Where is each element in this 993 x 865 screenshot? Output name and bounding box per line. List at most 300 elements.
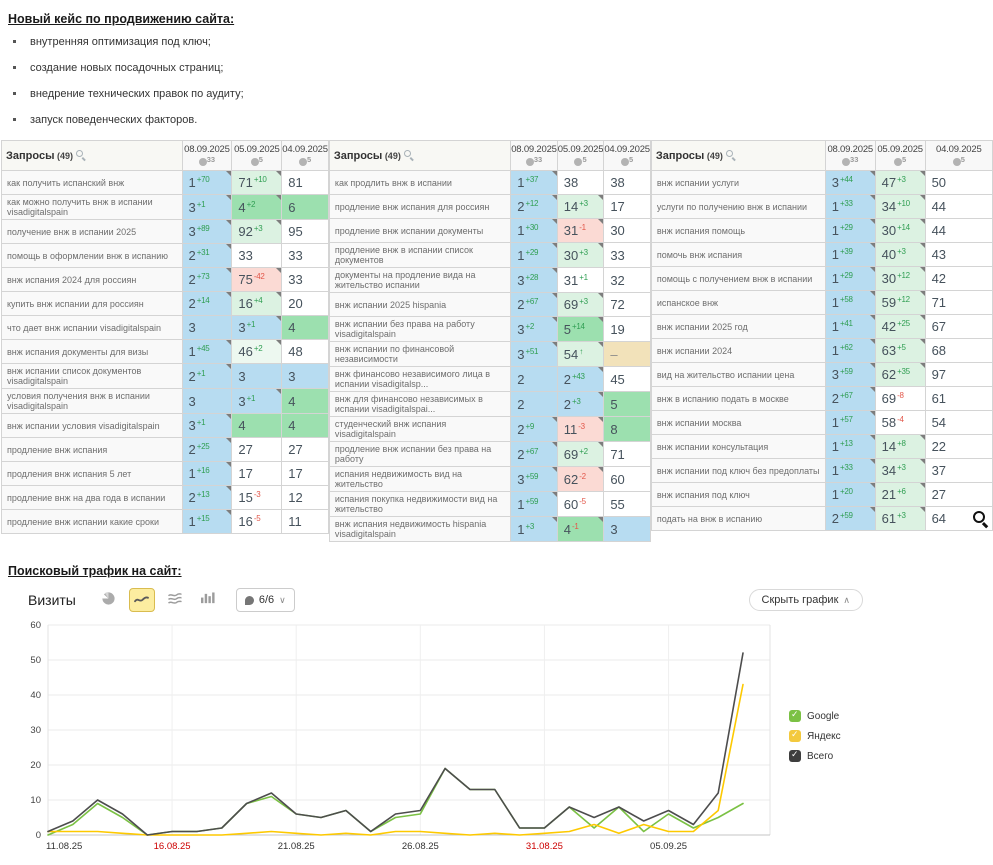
position-cell: 42	[925, 267, 992, 291]
position-cell: $2^{+1}$	[182, 364, 232, 389]
legend-label: Яндекс	[807, 730, 841, 742]
query-label: внж в испанию подать в москве	[651, 387, 825, 411]
position-cell: 2	[511, 367, 558, 392]
query-label: внж испании список документов visadigitalspain	[2, 364, 183, 389]
corner-marker	[552, 171, 557, 176]
query-label: помощь с получением внж в испании	[651, 267, 825, 291]
position-cell: 33	[282, 244, 329, 268]
position-cell: $3^{+59}$	[511, 467, 558, 492]
position-cell: 20	[282, 292, 329, 316]
table-row[interactable]	[651, 243, 992, 267]
corner-marker	[920, 243, 925, 248]
pie-chart-button[interactable]	[96, 588, 122, 612]
query-label: внж испания недвижимость hispania visadigitalspain	[329, 517, 510, 542]
line-chart-button[interactable]	[129, 588, 155, 612]
position-cell: $34^{+10}$	[875, 195, 925, 219]
checkbox-checked-icon[interactable]	[789, 710, 801, 722]
table-row[interactable]	[2, 364, 329, 389]
x-axis-tick: 21.08.25	[277, 841, 315, 852]
position-cell: $2^{+73}$	[182, 268, 232, 292]
position-cell: $60^{-5}$	[557, 492, 604, 517]
series-line-всего	[48, 653, 743, 835]
query-label: купить внж испании для россиян	[2, 292, 183, 316]
position-cell: $15^{-3}$	[232, 486, 282, 510]
checkbox-checked-icon[interactable]	[789, 730, 801, 742]
position-cell: 71	[925, 291, 992, 315]
query-label: продление внж на два года в испании	[2, 486, 183, 510]
position-cell: $58^{-4}$	[875, 411, 925, 435]
position-cell: $3^{+28}$	[511, 268, 558, 293]
position-cell: $1^{+29}$	[511, 243, 558, 268]
table-row[interactable]	[329, 342, 650, 367]
corner-marker	[552, 317, 557, 322]
stacked-areas-button[interactable]	[162, 588, 188, 612]
table-row[interactable]	[329, 442, 650, 467]
position-cell: 4	[282, 414, 329, 438]
x-axis-tick: 26.08.25	[401, 841, 439, 852]
position-cell: 27	[282, 438, 329, 462]
table-row[interactable]	[2, 414, 329, 438]
corner-marker	[552, 195, 557, 200]
position-cell: 38	[604, 171, 651, 195]
position-cell: 17	[282, 462, 329, 486]
position-cell: 45	[604, 367, 651, 392]
table-row[interactable]	[2, 220, 329, 244]
position-cell: $46^{+2}$	[232, 340, 282, 364]
x-axis-tick: 16.08.25	[153, 841, 191, 852]
bar-chart-button[interactable]	[195, 588, 221, 612]
table-row[interactable]	[329, 268, 650, 293]
query-label: внж испании услуги	[651, 171, 825, 195]
table-row[interactable]	[651, 483, 992, 507]
corner-marker	[920, 459, 925, 464]
position-cell: $1^{+37}$	[511, 171, 558, 195]
position-cell: $62^{+35}$	[875, 363, 925, 387]
query-label: помощь в оформлении внж в испанию	[2, 244, 183, 268]
corner-marker	[276, 340, 281, 345]
position-cell: $30^{+3}$	[557, 243, 604, 268]
table-row[interactable]	[651, 411, 992, 435]
position-cell: 44	[925, 219, 992, 243]
corner-marker	[598, 342, 603, 347]
table-row[interactable]	[651, 459, 992, 483]
corner-marker	[276, 316, 281, 321]
position-cell: $1^{+29}$	[825, 219, 875, 243]
corner-marker	[552, 492, 557, 497]
corner-marker	[598, 219, 603, 224]
y-axis-tick: 20	[30, 760, 41, 771]
corner-marker	[226, 292, 231, 297]
position-cell: $31^{+1}$	[557, 268, 604, 293]
search-icon[interactable]	[404, 150, 415, 161]
x-axis-tick: 11.08.25	[46, 841, 83, 852]
position-cell: 81	[282, 171, 329, 195]
position-cell: $2^{+43}$	[557, 367, 604, 392]
position-cell: $71^{+10}$	[232, 171, 282, 195]
y-axis-tick: 60	[30, 620, 41, 631]
position-cell: $30^{+12}$	[875, 267, 925, 291]
corner-marker	[226, 510, 231, 515]
query-label: что дает внж испании visadigitalspain	[2, 316, 183, 340]
corner-marker	[552, 243, 557, 248]
corner-marker	[276, 195, 281, 200]
position-cell: $1^{+33}$	[825, 195, 875, 219]
position-cell: $61^{+3}$	[875, 507, 925, 531]
pie-chart-icon	[101, 591, 116, 609]
position-cell: $1^{+30}$	[511, 219, 558, 243]
query-label: продление внж испания	[2, 438, 183, 462]
position-cell: $2^{+67}$	[511, 293, 558, 317]
corner-marker	[870, 243, 875, 248]
positions-table-group	[651, 140, 993, 531]
query-label: испания покупка недвижимости вид на жительство	[329, 492, 510, 517]
position-cell: 19	[604, 317, 651, 342]
corner-marker	[226, 268, 231, 273]
case-bullet-list	[0, 36, 993, 126]
corner-marker	[226, 340, 231, 345]
position-cell: $3^{+89}$	[182, 220, 232, 244]
queries-header[interactable]: Запросы (49)	[651, 141, 825, 171]
corner-marker	[276, 171, 281, 176]
position-cell: $1^{+13}$	[825, 435, 875, 459]
query-label: документы на продление вида на жительство испании	[329, 268, 510, 293]
query-label: испания недвижимость вид на жительство	[329, 467, 510, 492]
position-cell: $2^{+59}$	[825, 507, 875, 531]
query-label: внж испании под ключ без предоплаты	[651, 459, 825, 483]
corner-marker	[598, 195, 603, 200]
corner-marker	[870, 339, 875, 344]
table-row[interactable]	[329, 195, 650, 219]
table-row[interactable]	[329, 367, 650, 392]
corner-marker	[552, 342, 557, 347]
table-row[interactable]	[329, 467, 650, 492]
line-chart	[0, 620, 993, 865]
position-cell: 54	[925, 411, 992, 435]
corner-marker	[226, 364, 231, 369]
corner-marker	[598, 467, 603, 472]
position-cell: $3^{+2}$	[511, 317, 558, 342]
table-row[interactable]	[329, 492, 650, 517]
query-label: внж финансово независимого лица в испании visadigitalsp...	[329, 367, 510, 392]
table-row[interactable]	[651, 315, 992, 339]
position-cell: $2^{+13}$	[182, 486, 232, 510]
position-cell: 30	[604, 219, 651, 243]
table-row[interactable]	[651, 171, 992, 195]
metric-label: Визиты	[28, 592, 76, 608]
table-row[interactable]	[329, 219, 650, 243]
position-cell: 48	[282, 340, 329, 364]
table-row[interactable]	[651, 291, 992, 315]
checkbox-checked-icon[interactable]	[789, 750, 801, 762]
query-label: продление внж в испании список документов	[329, 243, 510, 268]
position-cell: $2^{+9}$	[511, 417, 558, 442]
position-cell: 5	[604, 392, 651, 417]
date-column-header[interactable]: 08.09.2025 $^{33}$	[511, 141, 558, 171]
position-cell: $59^{+12}$	[875, 291, 925, 315]
hide-chart-button[interactable]	[749, 589, 863, 611]
table-row[interactable]	[2, 340, 329, 364]
position-cell: $3^{+1}$	[182, 414, 232, 438]
table-row[interactable]	[329, 171, 650, 195]
chevron-up-icon: ∧	[843, 594, 850, 605]
search-icon[interactable]	[76, 150, 87, 161]
corner-marker	[598, 417, 603, 422]
position-cell: $4^{+2}$	[232, 195, 282, 220]
table-row[interactable]	[329, 392, 650, 417]
position-cell: $1^{+29}$	[825, 267, 875, 291]
position-cell: $3^{+51}$	[511, 342, 558, 367]
query-label: внж испании консультация	[651, 435, 825, 459]
position-cell: 33	[604, 243, 651, 268]
corner-marker	[598, 243, 603, 248]
position-cell: 38	[557, 171, 604, 195]
corner-marker	[598, 367, 603, 372]
traffic-chart	[0, 620, 993, 865]
legend-label: Google	[807, 710, 840, 722]
corner-marker	[598, 517, 603, 522]
corner-marker	[552, 268, 557, 273]
position-cell: 44	[925, 195, 992, 219]
position-cell: 68	[925, 339, 992, 363]
update-ball-icon	[251, 158, 259, 166]
stacked-areas-icon	[167, 592, 183, 608]
table-row[interactable]	[651, 387, 992, 411]
table-row[interactable]	[651, 435, 992, 459]
position-cell: $2^{+67}$	[825, 387, 875, 411]
table-row[interactable]	[329, 293, 650, 317]
series-line-google	[48, 769, 743, 836]
position-cell: 4	[282, 316, 329, 340]
position-cell: 4	[282, 389, 329, 414]
legend-item-google[interactable]	[789, 710, 841, 722]
position-cell: 97	[925, 363, 992, 387]
chart-canvas	[0, 620, 993, 860]
traffic-title: Поисковый трафик на сайт:	[8, 564, 182, 578]
date-column-header[interactable]: 04.09.2025 $^5$	[925, 141, 992, 171]
table-row[interactable]	[2, 244, 329, 268]
corner-marker	[870, 459, 875, 464]
case-title: Новый кейс по продвижению сайта:	[8, 12, 235, 26]
position-cell: $47^{+3}$	[875, 171, 925, 195]
date-column-header[interactable]: 05.09.2025 $^5$	[557, 141, 604, 171]
bar-chart-icon	[200, 592, 215, 608]
position-cell: 27	[925, 483, 992, 507]
corner-marker	[920, 171, 925, 176]
query-label: внж испании 2025 год	[651, 315, 825, 339]
position-cell: 55	[604, 492, 651, 517]
table-row[interactable]	[2, 462, 329, 486]
y-axis-tick: 10	[30, 795, 41, 806]
corner-marker	[920, 339, 925, 344]
corner-marker	[920, 291, 925, 296]
table-row[interactable]	[651, 219, 992, 243]
legend-item-яндекс[interactable]	[789, 730, 841, 742]
corner-marker	[920, 267, 925, 272]
position-cell: $3^{+1}$	[232, 389, 282, 414]
corner-marker	[870, 363, 875, 368]
corner-marker	[226, 220, 231, 225]
table-row[interactable]	[651, 339, 992, 363]
table-row[interactable]	[651, 363, 992, 387]
query-label: продление внж испании какие сроки	[2, 510, 183, 534]
position-cell: 22	[925, 435, 992, 459]
corner-marker	[598, 442, 603, 447]
table-row[interactable]	[2, 268, 329, 292]
query-label: внж испании 2024	[651, 339, 825, 363]
corner-marker	[870, 507, 875, 512]
search-icon[interactable]	[726, 150, 737, 161]
position-cell: $1^{+15}$	[182, 510, 232, 534]
position-cell: 54↑	[557, 342, 604, 367]
table-row[interactable]	[651, 195, 992, 219]
query-label: услуги по получению внж в испании	[651, 195, 825, 219]
position-cell: 71	[604, 442, 651, 467]
query-label: продления внж испания 5 лет	[2, 462, 183, 486]
position-cell: $42^{+25}$	[875, 315, 925, 339]
corner-marker	[920, 219, 925, 224]
query-label: внж испания под ключ	[651, 483, 825, 507]
corner-marker	[552, 417, 557, 422]
positions-table	[1, 140, 993, 542]
update-ball-icon	[842, 158, 850, 166]
chart-legend	[789, 710, 841, 770]
corner-marker	[276, 292, 281, 297]
position-cell: 3	[182, 316, 232, 340]
zoom-cursor-icon	[973, 511, 989, 527]
corner-marker	[276, 268, 281, 273]
date-column-header[interactable]: 04.09.2025 $^5$	[282, 141, 329, 171]
date-column-header[interactable]: 08.09.2025 $^{33}$	[182, 141, 232, 171]
position-cell: 6	[282, 195, 329, 220]
date-column-header[interactable]: 05.09.2025 $^5$	[875, 141, 925, 171]
corner-marker	[598, 293, 603, 298]
query-label: внж для финансово независимых в испании visadigitalspai...	[329, 392, 510, 417]
position-cell: 72	[604, 293, 651, 317]
position-cell: $1^{+16}$	[182, 462, 232, 486]
table-row[interactable]	[2, 292, 329, 316]
position-cell: $2^{+67}$	[511, 442, 558, 467]
metrics-count-value: 6/6	[258, 594, 275, 606]
corner-marker	[870, 483, 875, 488]
date-column-header[interactable]: 05.09.2025 $^5$	[232, 141, 282, 171]
position-cell: 50	[925, 171, 992, 195]
position-cell: 67	[925, 315, 992, 339]
position-cell: 3	[282, 364, 329, 389]
position-cell: $31^{-1}$	[557, 219, 604, 243]
queries-header[interactable]: Запросы (49)	[2, 141, 183, 171]
position-cell: $14^{+8}$	[875, 435, 925, 459]
positions-table-group	[1, 140, 329, 534]
corner-marker	[552, 442, 557, 447]
line-chart-icon	[133, 592, 150, 608]
query-label: помочь внж испания	[651, 243, 825, 267]
table-row[interactable]	[2, 438, 329, 462]
position-cell: $21^{+6}$	[875, 483, 925, 507]
position-cell: $30^{+14}$	[875, 219, 925, 243]
corner-marker	[598, 392, 603, 397]
query-label: продление внж испании без права на работу	[329, 442, 510, 467]
position-cell: 95	[282, 220, 329, 244]
query-label: внж испании без права на работу visadigitalspain	[329, 317, 510, 342]
position-cell: $1^{+59}$	[511, 492, 558, 517]
position-cell: 3	[182, 389, 232, 414]
corner-marker	[226, 438, 231, 443]
corner-marker	[276, 220, 281, 225]
date-column-header[interactable]: 04.09.2025 $^5$	[604, 141, 651, 171]
position-cell: 27	[232, 438, 282, 462]
position-cell: $3^{+1}$	[182, 195, 232, 220]
table-row[interactable]	[651, 267, 992, 291]
position-cell: $2^{+25}$	[182, 438, 232, 462]
corner-marker	[870, 411, 875, 416]
corner-marker	[598, 317, 603, 322]
corner-marker	[920, 315, 925, 320]
position-cell: $75^{-42}$	[232, 268, 282, 292]
table-row[interactable]	[2, 486, 329, 510]
legend-item-всего[interactable]	[789, 750, 841, 762]
query-label: внж испании москва	[651, 411, 825, 435]
queries-header[interactable]: Запросы (49)	[329, 141, 510, 171]
query-label: внж испании условия visadigitalspain	[2, 414, 183, 438]
corner-marker	[226, 414, 231, 419]
chart-toolbar	[28, 588, 863, 612]
table-row[interactable]	[2, 171, 329, 195]
position-cell: $3^{+59}$	[825, 363, 875, 387]
table-row[interactable]	[329, 243, 650, 268]
query-label: условия получения внж в испании visadigitalspain	[2, 389, 183, 414]
position-cell: 12	[282, 486, 329, 510]
update-ball-icon	[199, 158, 207, 166]
position-cell: $69^{-8}$	[875, 387, 925, 411]
update-ball-icon	[621, 158, 629, 166]
table-row[interactable]	[651, 507, 992, 531]
table-row[interactable]	[329, 417, 650, 442]
table-row[interactable]	[2, 316, 329, 340]
position-cell: –	[604, 342, 651, 367]
position-cell: $16^{+4}$	[232, 292, 282, 316]
position-cell: $3^{+44}$	[825, 171, 875, 195]
table-row[interactable]	[329, 517, 650, 542]
query-label: вид на жительство испании цена	[651, 363, 825, 387]
update-ball-icon	[894, 158, 902, 166]
position-cell: 61	[925, 387, 992, 411]
corner-marker	[920, 507, 925, 512]
table-row[interactable]	[329, 317, 650, 342]
table-row[interactable]	[2, 510, 329, 534]
query-label: подать на внж в испанию	[651, 507, 825, 531]
position-cell: $3^{+1}$	[232, 316, 282, 340]
query-label: продление внж испании документы	[329, 219, 510, 243]
corner-marker	[920, 435, 925, 440]
metrics-count-dropdown[interactable]	[236, 588, 295, 612]
table-row[interactable]	[2, 389, 329, 414]
position-cell: 4	[232, 414, 282, 438]
query-label: как получить испанский внж	[2, 171, 183, 195]
position-cell: $4^{-1}$	[557, 517, 604, 542]
corner-marker	[552, 293, 557, 298]
position-cell: $2^{+3}$	[557, 392, 604, 417]
position-cell: $62^{-2}$	[557, 467, 604, 492]
position-cell: $1^{+20}$	[825, 483, 875, 507]
date-column-header[interactable]: 08.09.2025 $^{33}$	[825, 141, 875, 171]
update-ball-icon	[299, 158, 307, 166]
x-axis-tick: 31.08.25	[525, 841, 563, 852]
corner-marker	[552, 517, 557, 522]
corner-marker	[226, 486, 231, 491]
bullet-item: запуск поведенческих факторов.	[0, 114, 993, 126]
position-cell: $69^{+3}$	[557, 293, 604, 317]
table-row[interactable]	[2, 195, 329, 220]
